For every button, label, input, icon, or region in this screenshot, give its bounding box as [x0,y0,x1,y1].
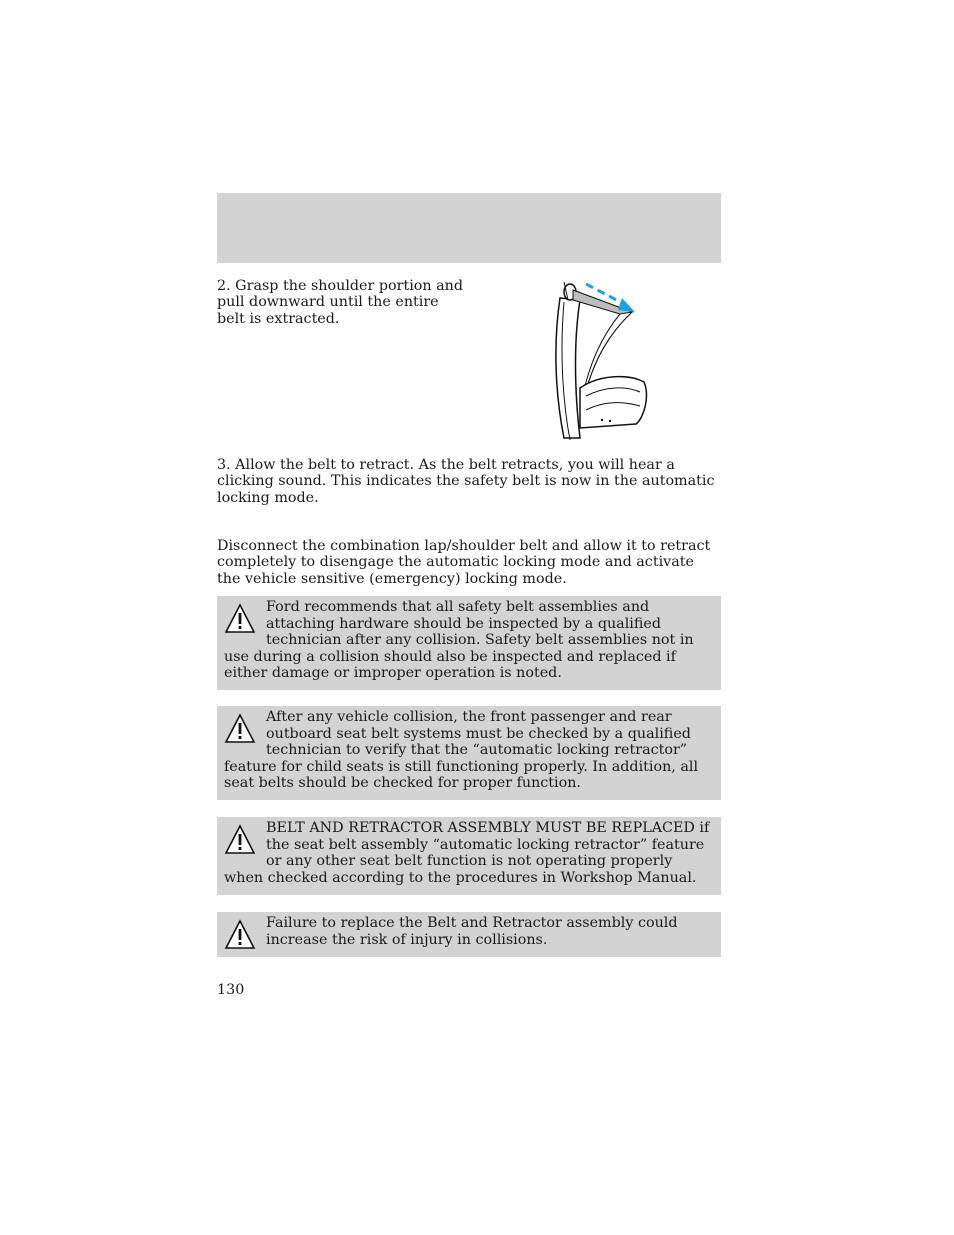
warning-triangle-icon [224,603,256,635]
page-number: 130 [217,982,245,998]
warning-box-2 [217,706,721,800]
warning-triangle-icon [224,824,256,856]
header-band [217,193,721,263]
seat-belt-pull-illustration [540,278,655,446]
warning-text-2: After any vehicle collision, the front passenger and rear outboard seat belt systems must be checked by a qualified technician to verify that the “automatic locking retractor” feature for child seats is still functioning properly. In addition, all seat belts should be checked for proper function. [224,709,699,792]
warning-text-1: Ford recommends that all safety belt assemblies and attaching hardware should be inspected by a qualified technician after any collision. Safety belt assemblies not in use during a collision should also be inspected and replaced if either damage or improper operation is noted. [224,599,694,682]
warning-box-4 [217,912,721,957]
disconnect-text: Disconnect the combination lap/shoulder belt and allow it to retract completely to disengage the automatic locking mode and activate the vehicle sensitive (emergency) locking mode. [217,538,711,587]
warning-text-4: Failure to replace the Belt and Retractor assembly could increase the risk of injury in collisions. [266,915,678,948]
warning-text-3: BELT AND RETRACTOR ASSEMBLY MUST BE REPLACED if the seat belt assembly “automatic locking retractor” feature or any other seat belt function is not operating properly when checked according to the procedures in Workshop Manual. [224,820,710,886]
warning-triangle-icon [224,713,256,745]
step-2-text: 2. Grasp the shoulder portion and pull downward until the entire belt is extracted. [217,278,464,327]
warning-box-1 [217,596,721,690]
step-3-text: 3. Allow the belt to retract. As the belt retracts, you will hear a clicking sound. This indicates the safety belt is now in the automatic locking mode. [217,457,715,506]
warning-box-3 [217,817,721,895]
warning-triangle-icon [224,919,256,951]
